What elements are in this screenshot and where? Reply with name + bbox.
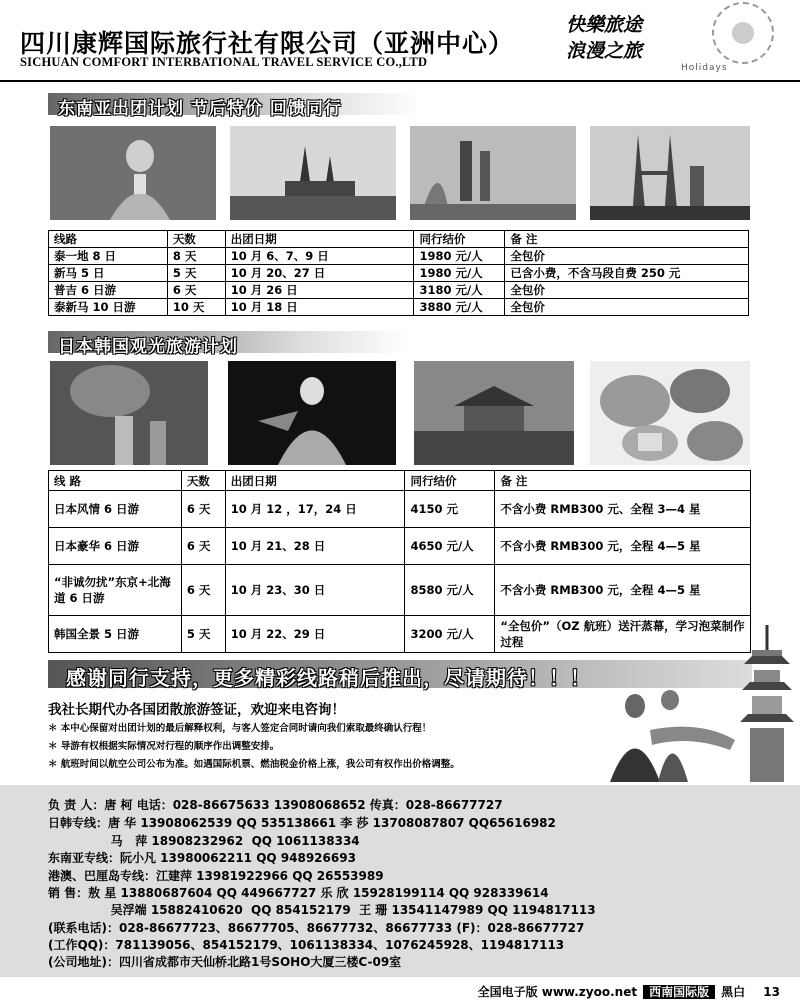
dates: 10 月 23、30 日 [225, 565, 405, 616]
col-days: 天数 [181, 471, 225, 491]
slogan-line-2: 浪漫之旅 [566, 40, 643, 62]
route: 韩国全景 5 日游 [49, 616, 182, 653]
route: 日本豪华 6 日游 [49, 528, 182, 565]
table-row [49, 299, 749, 316]
price: 3180 元/人 [414, 282, 505, 299]
footer-edition: 全国电子版 www.zyoo.net [477, 985, 638, 999]
route: 日本风情 6 日游 [49, 491, 182, 528]
contact-line-sales-2: 吴浮端 15882410620 QQ 854152179 王 珊 13541147989 QQ 1194817113 [48, 903, 596, 917]
table-row [49, 616, 751, 653]
thanks-banner [48, 660, 752, 688]
slogan [566, 12, 726, 64]
price: 3880 元/人 [414, 299, 505, 316]
note-2: ＊ 导游有权根据实际情况对行程的顺序作出调整安排。 [48, 741, 280, 752]
japan-banner-title: 日本韩国观光旅游计划 [58, 337, 238, 357]
temple-photo [230, 126, 396, 220]
visa-notice: 我社长期代办各国团散旅游签证，欢迎来电咨询！ [48, 702, 345, 718]
sea-banner-title: 东南亚出团计划 节后特价 回馈同行 [58, 99, 342, 119]
table-header-row [49, 471, 751, 491]
contact-line-manager: 负 责 人：唐 柯 电话：028-86675633 13908068652 传真：028-86677727 [48, 798, 503, 812]
japan-banner [48, 331, 408, 357]
price: 8580 元/人 [405, 565, 495, 616]
table-header-row [49, 231, 749, 248]
footer-region: 西南国际版 [643, 985, 715, 999]
sea-banner [48, 93, 420, 119]
thai-greeting-photo [50, 126, 216, 220]
table-row [49, 565, 751, 616]
company-name-en: SICHUAN COMFORT INTERBATIONAL TRAVEL SERVICE CO.,LTD [20, 55, 428, 69]
remarks: 全包价 [505, 282, 749, 299]
remarks: “全包价”（OZ 航班）送汗蒸幕，学习泡菜制作过程 [495, 616, 751, 653]
header [0, 0, 800, 82]
table-row [49, 265, 749, 282]
dates: 10 月 20、27 日 [225, 265, 414, 282]
days: 6 天 [167, 282, 225, 299]
table-row [49, 491, 751, 528]
japanese-food-photo [590, 361, 750, 465]
col-route: 线路 [49, 231, 168, 248]
route: 新马 5 日 [49, 265, 168, 282]
company-name-cn: 四川康辉国际旅行社有限公司（亚洲中心） [20, 29, 515, 58]
table-row [49, 528, 751, 565]
note-1: ＊ 本中心保留对出团计划的最后解释权利，与客人签定合同时请向我们索取最终确认行程！ [48, 723, 432, 734]
days: 8 天 [167, 248, 225, 265]
days: 10 天 [167, 299, 225, 316]
dates: 10 月 18 日 [225, 299, 414, 316]
thanks-text: 感谢同行支持，更多精彩线路稍后推出，尽请期待！！！ [66, 666, 591, 690]
contact-line-qq: (工作QQ)：781139056、854152179、1061138334、1076245928、1194817113 [48, 938, 565, 952]
footer [478, 983, 780, 999]
table-row [49, 248, 749, 265]
castle-photo [414, 361, 574, 465]
route: 普吉 6 日游 [49, 282, 168, 299]
slogan-line-1: 快樂旅途 [566, 14, 643, 36]
contact-line-sales: 销 售：敖 星 13880687604 QQ 449667727 乐 欣 15928199114 QQ 928339614 [48, 886, 549, 900]
contacts-panel [0, 785, 800, 977]
col-route: 线 路 [49, 471, 182, 491]
contact-line-address: (公司地址)：四川省成都市天仙桥北路1号SOHO大厦三楼C-09室 [48, 955, 402, 969]
dates: 10 月 26 日 [225, 282, 414, 299]
japan-tour-table [48, 470, 751, 653]
col-remarks: 备 注 [495, 471, 751, 491]
dates: 10 月 6、7、9 日 [225, 248, 414, 265]
route: “非诚勿扰”东京+北海道 6 日游 [49, 565, 182, 616]
route: 泰一地 8 日 [49, 248, 168, 265]
col-dates: 出团日期 [225, 231, 414, 248]
dates: 10 月 22、29 日 [225, 616, 405, 653]
remarks: 不含小费 RMB300 元、全程 3—4 星 [495, 491, 751, 528]
note-3: ＊ 航班时间以航空公司公布为准。如遇国际机票、燃油税金价格上涨，我公司有权作出价格调整。 [48, 759, 460, 770]
remarks: 不含小费 RMB300 元，全程 4—5 星 [495, 565, 751, 616]
sun-core-icon [732, 22, 754, 44]
holidays-label: Holidays [681, 63, 728, 73]
col-days: 天数 [167, 231, 225, 248]
days: 5 天 [181, 616, 225, 653]
col-price: 同行结价 [405, 471, 495, 491]
days: 6 天 [181, 565, 225, 616]
contact-line-japan-korea-2: 马 萍 18908232962 QQ 1061138334 [48, 834, 360, 848]
dates: 10 月 12 ，17，24 日 [225, 491, 405, 528]
price: 3200 元/人 [405, 616, 495, 653]
geisha-garden-photo [50, 361, 208, 465]
contact-line-japan-korea: 日韩专线：唐 华 13908062539 QQ 535138661 李 莎 13708087807 QQ65616982 [48, 816, 556, 830]
dancer-image [590, 690, 740, 782]
col-price: 同行结价 [414, 231, 505, 248]
remarks: 全包价 [505, 248, 749, 265]
kabuki-photo [228, 361, 396, 465]
remarks: 已含小费，不含马段自费 250 元 [505, 265, 749, 282]
remarks: 不含小费 RMB300 元，全程 4—5 星 [495, 528, 751, 565]
days: 6 天 [181, 491, 225, 528]
contact-line-phones: (联系电话)：028-86677723、86677705、86677732、86677733 (F)：028-86677727 [48, 921, 585, 935]
dates: 10 月 21、28 日 [225, 528, 405, 565]
page-number: 13 [763, 985, 780, 999]
price: 4650 元/人 [405, 528, 495, 565]
days: 5 天 [167, 265, 225, 282]
col-remarks: 备 注 [505, 231, 749, 248]
table-row [49, 282, 749, 299]
remarks: 全包价 [505, 299, 749, 316]
sea-tour-table [48, 230, 749, 316]
petronas-towers-photo [590, 126, 750, 220]
contact-line-sea: 东南亚专线：阮小凡 13980062211 QQ 948926693 [48, 851, 356, 865]
merlion-photo [410, 126, 576, 220]
price: 1980 元/人 [414, 248, 505, 265]
route: 泰新马 10 日游 [49, 299, 168, 316]
contact-line-hk-bali: 港澳、巴厘岛专线：江建萍 13981922966 QQ 26553989 [48, 869, 384, 883]
pagoda-image [734, 620, 800, 782]
price: 4150 元 [405, 491, 495, 528]
col-dates: 出团日期 [225, 471, 405, 491]
price: 1980 元/人 [414, 265, 505, 282]
footer-color: 黑白 [721, 985, 746, 999]
days: 6 天 [181, 528, 225, 565]
